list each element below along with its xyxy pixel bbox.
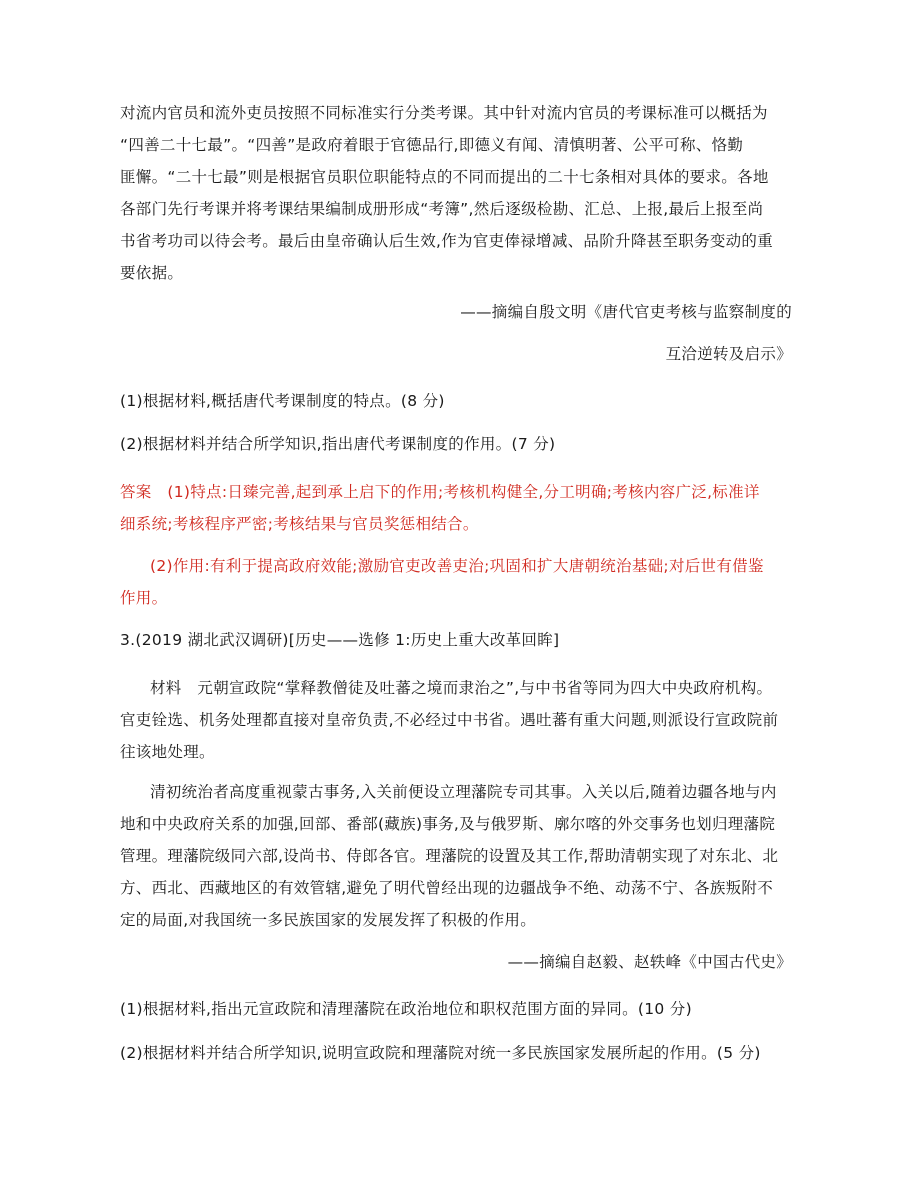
material-line: 官吏铨选、机务处理都直接对皇帝负责,不必经过中书省。遇吐蕃有重大问题,则派设行宣政院前 <box>120 711 779 729</box>
question-1: (1)根据材料,概括唐代考课制度的特点。(8 分) <box>120 392 445 410</box>
passage1-line: 书省考功司以待会考。最后由皇帝确认后生效,作为官吏俸禄增减、品阶升降甚至职务变动的重 <box>120 232 774 250</box>
answer-line: (2)作用:有利于提高政府效能;激励官吏改善吏治;巩固和扩大唐朝统治基础;对后世有借鉴 <box>150 557 764 575</box>
passage1-line: 各部门先行考课并将考课结果编制成册形成“考簿”,然后逐级检勘、汇总、上报,最后上报至尚 <box>120 200 764 218</box>
passage1-line: “四善二十七最”。“四善”是政府着眼于官德品行,即德义有闻、清慎明著、公平可称、恪勤 <box>120 136 744 154</box>
question3-source: ——摘编自赵毅、赵轶峰《中国古代史》 <box>507 953 792 971</box>
material-line: 地和中央政府关系的加强,回部、番部(藏族)事务,及与俄罗斯、廓尔喀的外交事务也划归理藩院 <box>120 815 776 833</box>
passage1-source-cont: 互洽逆转及启示》 <box>665 345 792 363</box>
answer-line: 作用。 <box>120 589 168 607</box>
question3-header: 3.(2019 湖北武汉调研)[历史——选修 1:历史上重大改革回眸] <box>120 631 560 649</box>
passage1-source: ——摘编自殷文明《唐代官吏考核与监察制度的 <box>460 303 792 321</box>
passage1-line: 要依据。 <box>120 264 184 282</box>
material-line: 往该地处理。 <box>120 743 215 761</box>
passage1-line: 匪懈。“二十七最”则是根据官员职位职能特点的不同而提出的二十七条相对具体的要求。各地 <box>120 168 769 186</box>
question3-q1: (1)根据材料,指出元宣政院和清理藩院在政治地位和职权范围方面的异同。(10 分) <box>120 1000 692 1018</box>
material-line: 管理。理藩院级同六部,设尚书、侍郎各官。理藩院的设置及其工作,帮助清朝实现了对东北、北 <box>120 847 779 865</box>
material-line: 材料 元朝宣政院“掌释教僧徒及吐蕃之境而隶治之”,与中书省等同为四大中央政府机构。 <box>150 679 773 697</box>
answer-line: 答案 (1)特点:日臻完善,起到承上启下的作用;考核机构健全,分工明确;考核内容广泛,标准详 <box>120 483 760 501</box>
material-line: 定的局面,对我国统一多民族国家的发展发挥了积极的作用。 <box>120 911 537 929</box>
answer-line: 细系统;考核程序严密;考核结果与官员奖惩相结合。 <box>120 515 479 533</box>
question-2: (2)根据材料并结合所学知识,指出唐代考课制度的作用。(7 分) <box>120 435 556 453</box>
passage1-line: 对流内官员和流外吏员按照不同标准实行分类考课。其中针对流内官员的考课标准可以概括为 <box>120 104 768 122</box>
material-line: 清初统治者高度重视蒙古事务,入关前便设立理藩院专司其事。入关以后,随着边疆各地与内 <box>150 783 777 801</box>
question3-q2: (2)根据材料并结合所学知识,说明宣政院和理藩院对统一多民族国家发展所起的作用。(5 分) <box>120 1044 761 1062</box>
material-line: 方、西北、西藏地区的有效管辖,避免了明代曾经出现的边疆战争不绝、动荡不宁、各族叛附不 <box>120 879 774 897</box>
